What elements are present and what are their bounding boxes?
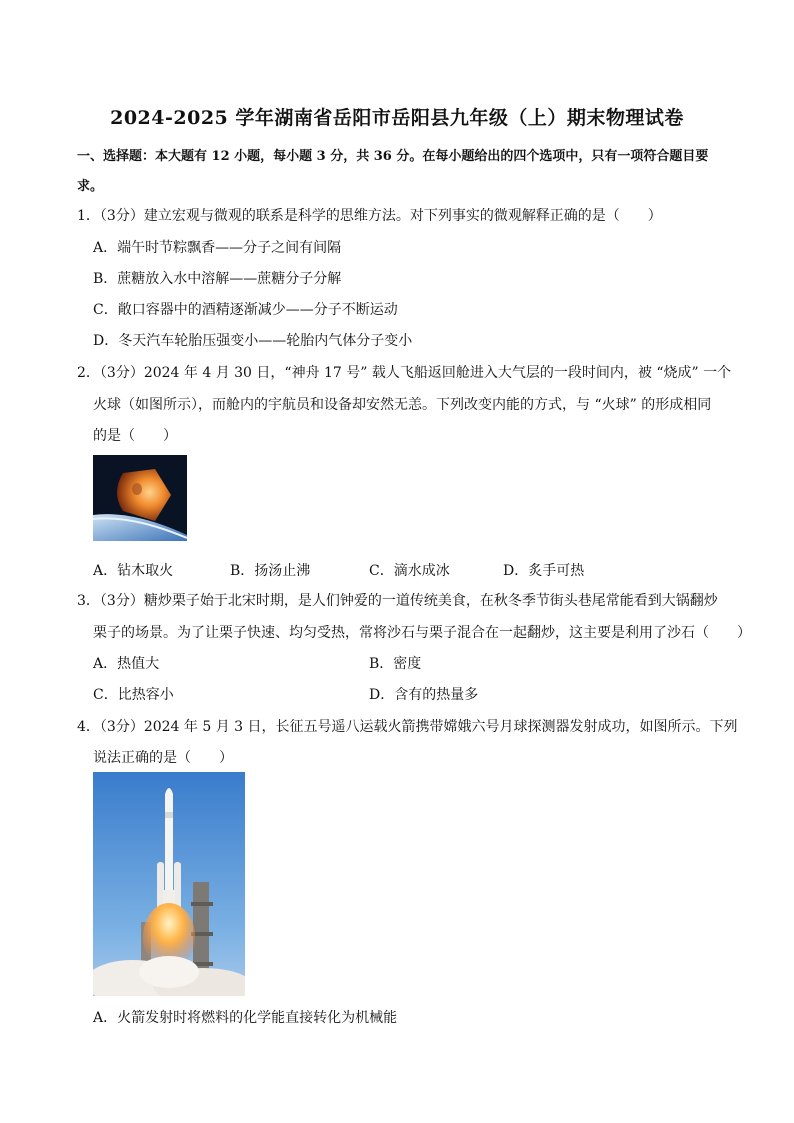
question-2-stem-line-3: 的是（ ） — [93, 428, 177, 444]
question-4-stem: 4．（3分）2024 年 5 月 3 日，长征五号遥八运载火箭携带嫦娥六号月球探测器发射成功，如图所示。下列 — [77, 719, 738, 735]
question-4-stem-line-2: 说法正确的是（ ） — [93, 750, 233, 766]
question-1-option-c: C．敞口容器中的酒精逐渐减少——分子不断运动 — [93, 302, 398, 318]
question-2-option-a: A．钻木取火 — [93, 563, 174, 579]
question-2-option-b: B．扬汤止沸 — [230, 563, 311, 579]
question-3-option-a: A．热值大 — [93, 656, 160, 672]
page-title: 2024-2025 学年湖南省岳阳市岳阳县九年级（上）期末物理试卷 — [110, 107, 684, 129]
question-1-option-b: B．蔗糖放入水中溶解——蔗糖分子分解 — [93, 271, 342, 287]
question-2-option-d: D．炙手可热 — [503, 563, 585, 579]
question-1-stem: 1．（3分）建立宏观与微观的联系是科学的思维方法。对下列事实的微观解释正确的是（ ） — [77, 208, 662, 224]
question-1-option-a: A．端午时节粽飘香——分子之间有间隔 — [93, 240, 342, 256]
question-3-stem: 3．（3分）糖炒栗子始于北宋时期，是人们钟爱的一道传统美食，在秋冬季节街头巷尾常能看到大锅翻炒 — [77, 593, 718, 609]
question-2-stem: 2．（3分）2024 年 4 月 30 日，“神舟 17 号” 载人飞船返回舱进入大气层的一段时间内，被 “烧成” 一个 — [77, 365, 732, 381]
question-1-option-d: D．冬天汽车轮胎压强变小——轮胎内气体分子变小 — [93, 333, 413, 349]
question-4-option-a: A．火箭发射时将燃料的化学能直接转化为机械能 — [93, 1010, 398, 1026]
question-3-stem-line-2: 栗子的场景。为了让栗子快速、均匀受热，常将沙石与栗子混合在一起翻炒，这主要是利用了沙石（ ） — [93, 625, 751, 641]
question-3-option-b: B．密度 — [369, 656, 422, 672]
question-2-option-c: C．滴水成冰 — [369, 563, 450, 579]
question-2-stem-line-2: 火球（如图所示），而舱内的宇航员和设备却安然无恙。下列改变内能的方式，与 “火球” 的形成相同 — [93, 397, 712, 413]
section-heading: 一、选择题：本大题有 12 小题，每小题 3 分，共 36 分。在每小题给出的四个选项中，只有一项符合题目要求。 — [77, 149, 709, 194]
rocket-launch-image — [93, 772, 245, 996]
question-3-option-c: C．比热容小 — [93, 687, 174, 703]
question-3-option-d: D．含有的热量多 — [369, 687, 479, 703]
reentry-capsule-image — [93, 455, 187, 541]
